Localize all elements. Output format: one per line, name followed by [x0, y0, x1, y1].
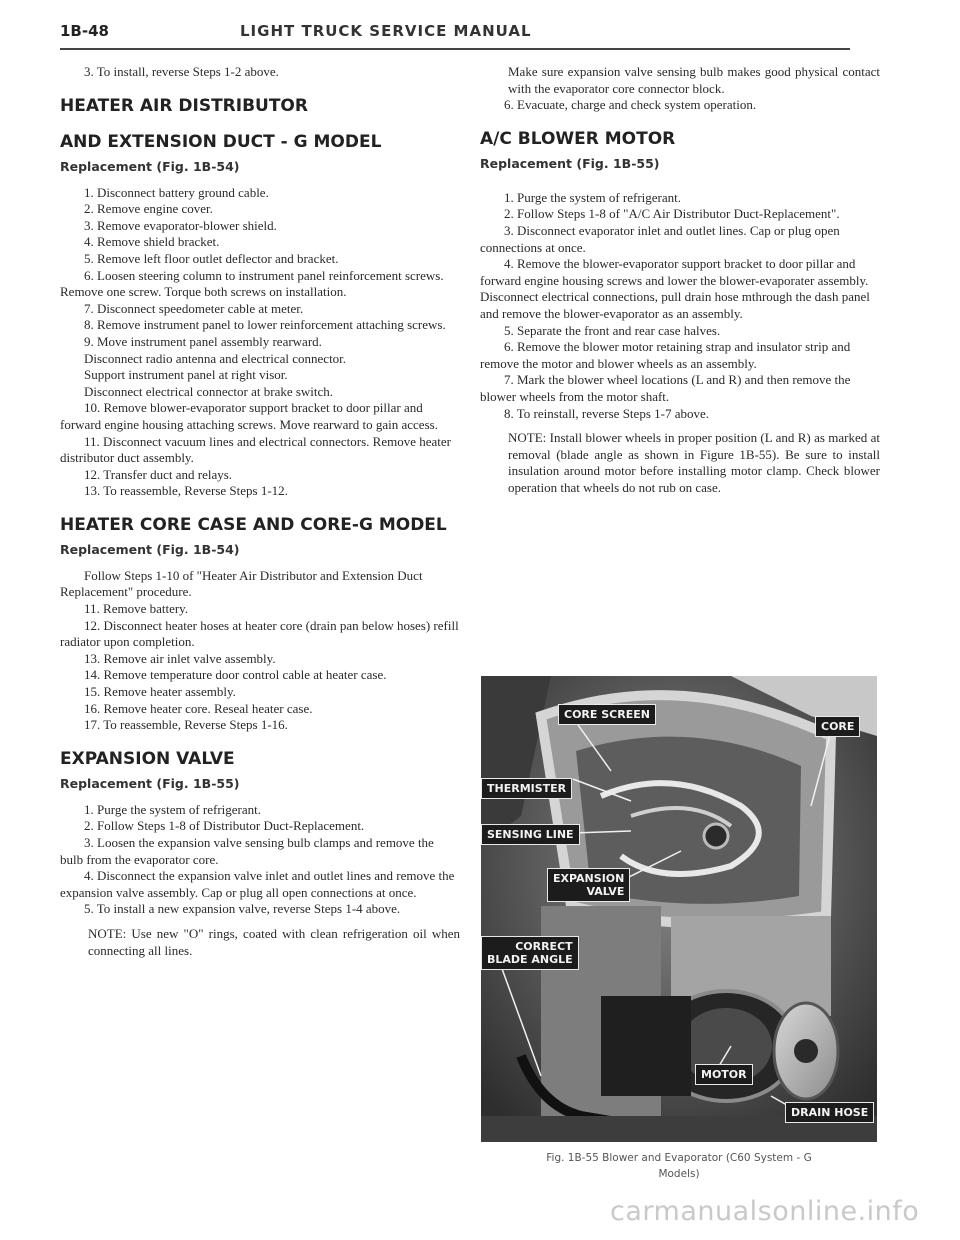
- list-item: 3. Remove evaporator-blower shield.: [84, 217, 277, 233]
- list-item: 4. Disconnect the expansion valve inlet and outlet lines and remove the expansion valve assembly. Cap or plug all open connections at once.: [60, 868, 455, 900]
- list-item: 5. Remove left floor outlet deflector and bracket.: [84, 250, 339, 266]
- section-subheading: Replacement (Fig. 1B-55): [60, 775, 240, 791]
- photo-illustration: [481, 676, 877, 1142]
- list-item: 16. Remove heater core. Reseal heater case.: [84, 700, 313, 716]
- list-item: 7. Disconnect speedometer cable at meter.: [84, 300, 304, 316]
- list-item: 15. Remove heater assembly.: [84, 684, 236, 700]
- figure-caption: Fig. 1B-55 Blower and Evaporator (C60 System - G Models): [546, 1152, 812, 1180]
- label-core-screen: CORE SCREEN: [558, 704, 656, 725]
- intro-step: 3. To install, reverse Steps 1-2 above.: [84, 64, 279, 79]
- list-item: 8. Remove instrument panel to lower reinforcement attaching screws.: [84, 317, 446, 333]
- header-rule: [60, 48, 850, 50]
- list-item: 14. Remove temperature door control cable at heater case.: [84, 667, 387, 683]
- list-item: 2. Follow Steps 1-8 of Distributor Duct-Replacement.: [84, 818, 365, 834]
- label-motor: MOTOR: [695, 1064, 753, 1085]
- list-item: 6. Evacuate, charge and check system operation.: [504, 97, 757, 113]
- right-column: [480, 64, 880, 496]
- label-sensing-line: SENSING LINE: [481, 824, 580, 845]
- list-item: 3. Loosen the expansion valve sensing bulb clamps and remove the bulb from the evaporator core.: [60, 835, 434, 867]
- section-heading-ac-blower-motor: A/C BLOWER MOTOR: [480, 128, 676, 149]
- list-item: 13. To reassemble, Reverse Steps 1-12.: [84, 483, 288, 499]
- list-item: 11. Disconnect vacuum lines and electrical connectors. Remove heater distributor duct assembly.: [60, 433, 451, 466]
- blower-evaporator-photo: [481, 676, 877, 1142]
- list-item: 4. Remove the blower-evaporator support bracket to door pillar and forward engine housing screws and lower the blower-evaporater assembly. Disconnect electrical connections, pull drain hose mthrough the dash panel and remove the blower-evaporator as an assembly.: [480, 256, 870, 321]
- list-item: 11. Remove battery.: [84, 601, 189, 617]
- list-item: 6. Loosen steering column to instrument panel reinforcement screws. Remove one screw. Torque both screws on installation.: [60, 267, 444, 300]
- section-subheading: Replacement (Fig. 1B-54): [60, 541, 240, 557]
- list-item: 6. Remove the blower motor retaining strap and insulator strip and remove the motor and blower wheels as an assembly.: [480, 339, 851, 371]
- list-item-cont: Disconnect electrical connector at brake switch.: [84, 383, 334, 399]
- section-heading-heater-air-distributor: HEATER AIR DISTRIBUTOR AND EXTENSION DUCT - G MODEL: [60, 95, 382, 152]
- list-item: 2. Follow Steps 1-8 of "A/C Air Distributor Duct-Replacement".: [504, 206, 840, 222]
- note: NOTE: Install blower wheels in proper position (L and R) as marked at removal (blade angle as shown in Figure 1B-55). Be sure to install insulation around motor before installing motor clamp. Check blower operation that wheels do not rub on case.: [508, 430, 880, 495]
- list-item-cont: Disconnect radio antenna and electrical connector.: [84, 350, 347, 366]
- left-column: [60, 64, 460, 959]
- list-item: 7. Mark the blower wheel locations (L and R) and then remove the blower wheels from the motor shaft.: [480, 372, 851, 404]
- manual-title: LIGHT TRUCK SERVICE MANUAL: [240, 22, 532, 40]
- list-item: 12. Transfer duct and relays.: [84, 466, 233, 482]
- list-item: 1. Disconnect battery ground cable.: [84, 184, 269, 200]
- label-drain-hose: DRAIN HOSE: [785, 1102, 874, 1123]
- section-heading-heater-core-case: HEATER CORE CASE AND CORE-G MODEL: [60, 514, 447, 535]
- list-item: 4. Remove shield bracket.: [84, 234, 220, 250]
- list-item: 2. Remove engine cover.: [84, 201, 213, 217]
- list-item: 10. Remove blower-evaporator support bracket to door pillar and forward engine housing attaching screws. Move rearward to gain access.: [60, 400, 438, 432]
- watermark: carmanualsonline.info: [610, 1196, 920, 1227]
- list-item: 12. Disconnect heater hoses at heater core (drain pan below hoses) refill radiator upon completion.: [60, 617, 459, 650]
- label-correct-blade-angle: CORRECT BLADE ANGLE: [481, 936, 579, 970]
- label-thermister: THERMISTER: [481, 778, 572, 799]
- list-item: 1. Purge the system of refrigerant.: [84, 801, 262, 817]
- list-item: 1. Purge the system of refrigerant.: [504, 189, 682, 205]
- continued-paragraph: Make sure expansion valve sensing bulb makes good physical contact with the evaporator core connector block.: [508, 64, 880, 96]
- list-item: 13. Remove air inlet valve assembly.: [84, 650, 276, 666]
- list-item: 17. To reassemble, Reverse Steps 1-16.: [84, 717, 288, 733]
- list-item: 8. To reinstall, reverse Steps 1-7 above.: [504, 405, 709, 421]
- list-item: 5. To install a new expansion valve, reverse Steps 1-4 above.: [84, 901, 401, 917]
- section-subheading: Replacement (Fig. 1B-54): [60, 158, 240, 174]
- list-item-cont: Support instrument panel at right visor.: [84, 367, 288, 383]
- page-header: [60, 22, 850, 46]
- page-number: 1B-48: [60, 22, 109, 40]
- list-item: 3. Disconnect evaporator inlet and outlet lines. Cap or plug open connections at once.: [480, 222, 840, 255]
- section-intro: Follow Steps 1-10 of "Heater Air Distributor and Extension Duct Replacement" procedure.: [60, 567, 423, 600]
- section-heading-expansion-valve: EXPANSION VALVE: [60, 748, 235, 769]
- label-expansion-valve: EXPANSION VALVE: [547, 868, 630, 902]
- label-core: CORE: [815, 716, 860, 737]
- section-subheading: Replacement (Fig. 1B-55): [480, 155, 660, 171]
- list-item: 5. Separate the front and rear case halves.: [504, 322, 721, 338]
- note: NOTE: Use new "O" rings, coated with clean refrigeration oil when connecting all lines.: [88, 925, 460, 958]
- list-item: 9. Move instrument panel assembly rearward.: [84, 333, 322, 349]
